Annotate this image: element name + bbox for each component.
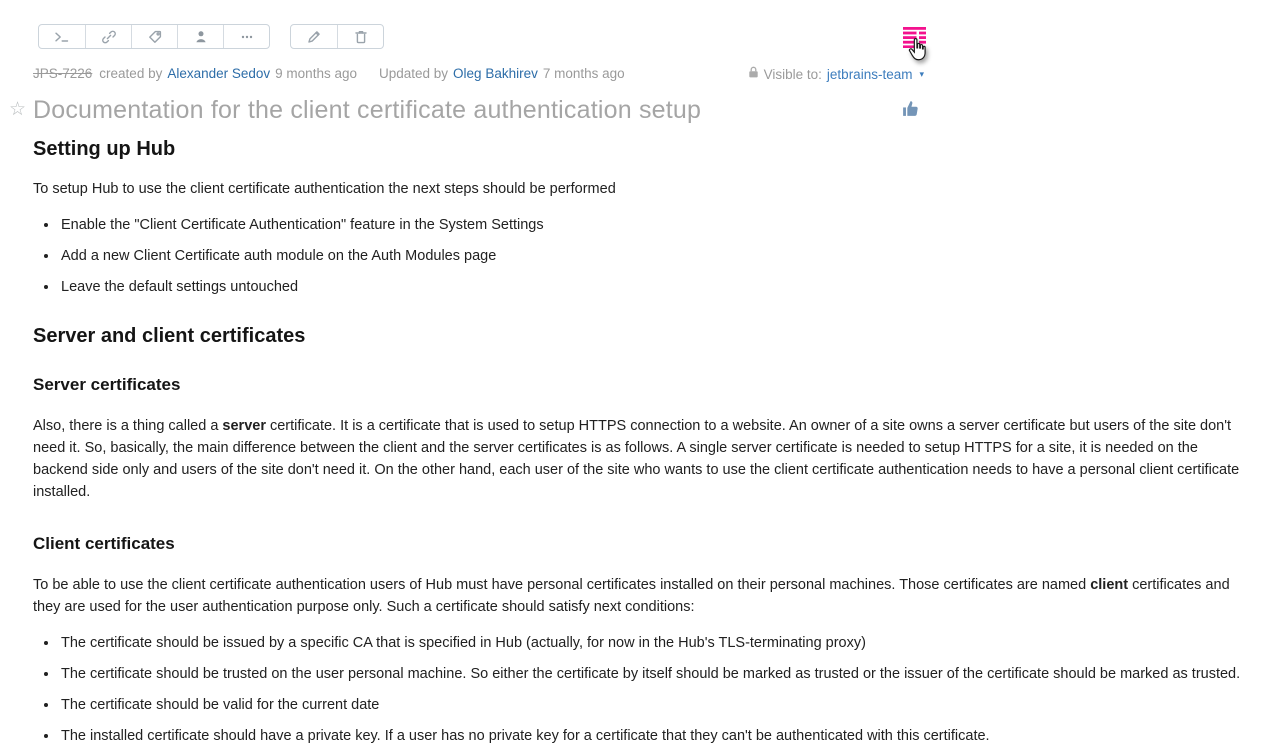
list-item: • The certificate should be valid for the current date [59,694,1249,716]
trash-icon [353,29,369,45]
star-icon[interactable]: ☆ [9,99,27,120]
tag-icon [147,29,163,45]
hub-setup-list [33,214,1249,298]
article-body [33,137,1249,747]
list-item: • The installed certificate should have a private key. If a user has no private key for a certificate that they can't be authenticated with this certificate. [59,725,1249,747]
issue-meta [33,66,625,81]
bold-word-client: client [1090,577,1129,593]
issue-id[interactable]: JPS-7226 [33,66,93,81]
visibility-control[interactable] [748,66,924,82]
assignee-button[interactable] [177,25,223,48]
created-prefix: created by [99,66,163,81]
visibility-group-link[interactable]: jetbrains-team [826,66,913,82]
terminal-icon [54,30,70,44]
updated-prefix: Updated by [378,66,449,81]
page-title: Documentation for the client certificate authentication setup [33,96,702,124]
link-icon [101,29,117,45]
paragraph-text: Also, there is a thing called a [33,418,223,434]
pink-list-icon[interactable] [903,27,926,53]
heading-client-certificates: Client certificates [33,534,175,553]
heading-setting-up-hub: Setting up Hub [33,138,176,160]
toolbar [38,24,384,49]
chevron-down-icon: ▾ [919,68,924,79]
command-button[interactable] [39,25,85,48]
toolbar-group-actions [38,24,270,49]
heading-server-and-client-certificates: Server and client certificates [33,325,306,347]
list-item: • Add a new Client Certificate auth module on the Auth Modules page [59,245,1249,267]
more-actions-button[interactable] [223,25,269,48]
heading-server-certificates: Server certificates [33,375,181,394]
client-certificates-list [33,632,1249,747]
list-item: • The certificate should be issued by a specific CA that is specified in Hub (actually, for now in the Hub's TLS-terminating proxy) [59,632,1249,654]
person-icon [193,29,209,45]
ellipsis-icon [239,29,255,45]
updated-author-link[interactable]: Oleg Bakhirev [453,66,538,81]
pencil-icon [306,29,322,45]
hub-setup-intro: To setup Hub to use the client certificate authentication the next steps should be performed [33,181,616,197]
list-item: • Leave the default settings untouched [59,276,1249,298]
lock-icon [748,66,759,82]
thumbs-up-icon[interactable] [901,99,920,123]
list-item: • The certificate should be trusted on the user personal machine. So either the certificate by itself should be marked as trusted or the issuer of the certificate should be marked as trusted. [59,663,1249,685]
tag-button[interactable] [131,25,177,48]
paragraph-text: certificate. It is a certificate that is used to setup HTTPS connection to a website. An owner of a site owns a server certificate but users of the site don't need it. So, basically, the main difference between the client and the server certificates is as follows. A single server certificate is needed to setup HTTPS for a site, it is needed on the backend side only and users of the site don't need it. On the other hand, each user of the site who wants to use the client certificate authentication needs to have a personal client certificate installed. [33,418,1240,500]
created-when: 9 months ago [275,66,357,81]
paragraph-text: certificates and they are used for the user authentication purpose only. Such a certificate should satisfy next conditions: [33,577,1230,615]
list-item: • Enable the "Client Certificate Authentication" feature in the System Settings [59,214,1249,236]
server-certificates-paragraph [33,415,1249,503]
updated-when: 7 months ago [542,66,625,81]
edit-button[interactable] [291,25,337,48]
visibility-label: Visible to: [763,66,822,82]
created-author-link[interactable]: Alexander Sedov [167,66,271,81]
paragraph-text: To be able to use the client certificate authentication users of Hub must have personal certificates installed on their personal machines. Those certificates are named [33,577,1091,593]
toolbar-group-edit [290,24,384,49]
title-row [9,95,701,125]
bold-word-server: server [222,418,266,434]
copy-link-button[interactable] [85,25,131,48]
client-certificates-paragraph [33,574,1249,618]
delete-button[interactable] [337,25,383,48]
